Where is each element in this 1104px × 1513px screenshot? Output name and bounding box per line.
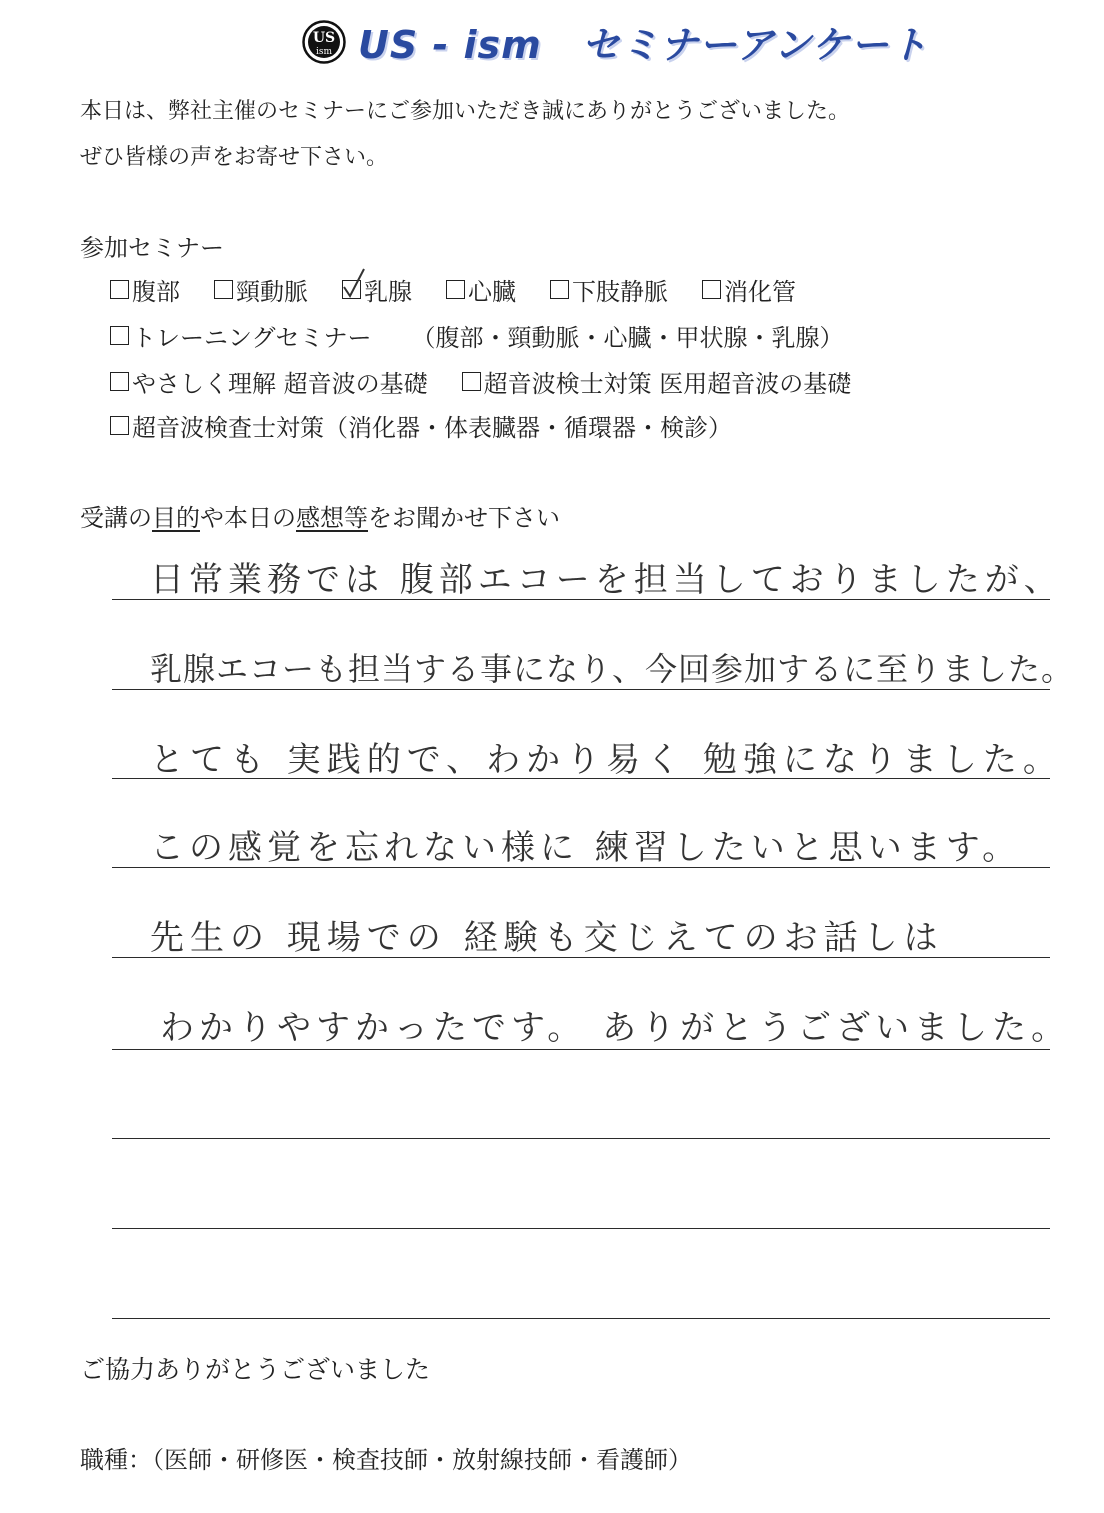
option-sonographer-exam-prep[interactable]: 超音波検士対策 医用超音波の基礎 [462,364,852,399]
answer-rule-2 [112,689,1050,690]
feedback-line-5: 先生の 現場での 経験も交じえてのお話しは [150,918,944,958]
checkmark-icon [341,267,367,299]
answer-rule-9 [112,1318,1050,1319]
feedback-line-3: とても 実践的で、わかり易く 勉強になりました。 [150,740,1063,780]
title-brand: US - ism [358,23,542,67]
feedback-heading: 受講の目的や本日の感想等をお聞かせ下さい [80,504,560,532]
option-lower-limb-vein[interactable]: 下肢静脈 [550,272,668,307]
option-carotid[interactable]: 頸動脈 [214,272,308,307]
option-digestive-tract[interactable]: 消化管 [702,272,796,307]
option-sonographer-inspector-prep[interactable]: 超音波検査士対策（消化器・体表臓器・循環器・検診） [110,408,732,443]
answer-rule-1 [112,599,1050,600]
answer-rule-4 [112,867,1050,868]
answer-rule-7 [112,1138,1050,1139]
feedback-line-1: 日常業務では 腹部エコーを担当しておりましたが、 [150,560,1063,600]
answer-rule-3 [112,778,1050,779]
seminar-row-2 [110,318,844,353]
title-main: セミナーアンケート [581,23,929,67]
checkbox[interactable] [110,416,129,435]
answer-rule-8 [112,1228,1050,1229]
option-basic-ultrasound[interactable]: やさしく理解 超音波の基礎 [110,364,428,399]
feedback-line-2: 乳腺エコーも担当する事になり、今回参加するに至りました。 [150,650,1075,688]
option-heart[interactable]: 心臓 [446,272,516,307]
checkbox[interactable] [110,326,129,345]
option-breast[interactable]: 乳腺 [342,272,412,307]
checkbox[interactable] [110,280,129,299]
seminar-row-1 [110,272,830,307]
svg-text:US: US [312,30,336,46]
answer-rule-5 [112,957,1050,958]
feedback-line-6: わかりやすかったです。 ありがとうございました。 [160,1008,1071,1048]
answer-rule-6 [112,1049,1050,1050]
svg-text:ism: ism [315,47,333,57]
option-abdomen[interactable]: 腹部 [110,272,180,307]
seminar-heading: 参加セミナー [80,234,224,262]
option-training-seminar[interactable]: トレーニングセミナー [110,318,372,353]
checkbox[interactable] [446,280,465,299]
training-seminar-note: （腹部・頸動脈・心臓・甲状腺・乳腺） [411,324,844,352]
occupation-field: 職種：（医師・研修医・検査技師・放射線技師・看護師） [80,1446,692,1474]
thanks-message: ご協力ありがとうございました [80,1355,431,1384]
seminar-row-4 [110,408,766,443]
intro-line-1: 本日は、弊社主催のセミナーにご参加いただき誠にありがとうございました。 [80,99,851,124]
checkbox[interactable] [550,280,569,299]
checkbox[interactable] [462,372,481,391]
form-title [358,14,929,69]
feedback-line-4: この感覚を忘れない様に 練習したいと思います。 [150,828,1022,868]
checkbox[interactable] [214,280,233,299]
intro-line-2: ぜひ皆様の声をお寄せ下さい。 [80,145,389,170]
us-ism-logo-icon [302,20,346,64]
checkbox[interactable] [110,372,129,391]
seminar-row-3 [110,364,885,399]
checkbox[interactable] [702,280,721,299]
checkbox-checked[interactable] [342,280,361,299]
